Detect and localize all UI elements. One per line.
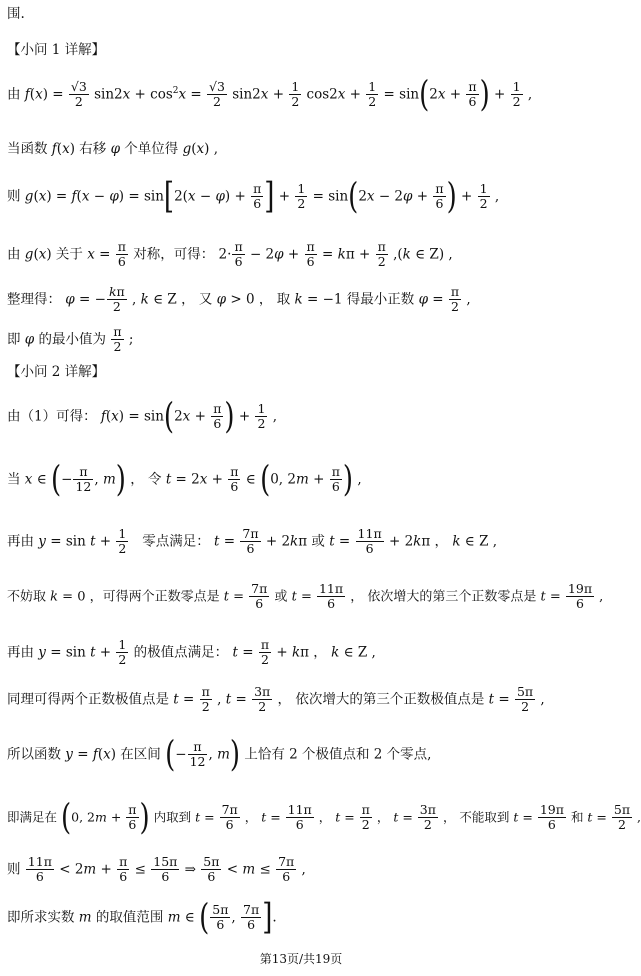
section-heading-1: 【小问 1 详解】 — [7, 42, 106, 58]
equation-line-g: 则 g(x) = f(x − φ) = sin[2(x − φ) + $\frac{\pi}{6}$ ] + $\frac{1}{2}$ = sin(2x − 2φ + $\frac{\pi}{6}$ ) + $\frac{1}{2}$ , — [7, 176, 500, 218]
section-heading-2: 【小问 2 详解】 — [7, 364, 106, 380]
text-line-1: 围. — [7, 6, 25, 22]
equation-line-f: 由 f(x) = $\frac{√3}{2}$ $\sin 2x + \cos^2x$ = $\frac{√3}{2}$ sin2x + $\frac{1}{2}$ cos2x + $\frac{1}{2}$ = sin(2x + $\frac{\pi}{6}$ ) + $\frac{1}{2}$ , — [7, 74, 533, 116]
text-line-shift: 当函数 f(x) 右移 φ 个单位得 g(x) , — [7, 141, 219, 157]
equation-line-phi: 整理得： φ = − $\frac{k\pi}{2}$ , k ∈ Z ， 又 φ > 0 ， 取 k = −1 得最小正数 φ = $\frac{\pi}{2}$ , — [7, 284, 471, 315]
page-footer: 第13页/共19页 — [259, 952, 343, 966]
equation-line-f2: 由（1）可得： f(x) = sin(2x + $\frac{\pi}{6}$ ) + $\frac{1}{2}$ , — [7, 396, 278, 438]
equation-line-extrema: 再由 y = sin t + $\frac{1}{2}$ 的极值点满足： t = $\frac{\pi}{2}$ + kπ ， k ∈ Z , — [7, 637, 376, 668]
equation-line-zeros: 再由 y = sin t + $\frac{1}{2}$ 零点满足： t = $\frac{7\pi}{6}$ + 2kπ 或 t = $\frac{11\pi}{6}$ + 2kπ ， k ∈ Z , — [7, 526, 498, 557]
equation-line-answer: 即所求实数 m 的取值范围 m ∈ ( $\frac{5\pi}{6}$ , $\frac{7\pi}{6}$ ]. — [7, 897, 277, 939]
text-line-min-phi: 即 φ 的最小值为 $\frac{\pi}{2}$ ; — [7, 324, 134, 355]
equation-line-t: 当 x ∈ (− $\frac{\pi}{12}$ , m) ， 令 t = 2x + $\frac{\pi}{6}$ ∈ (0, 2m + $\frac{\pi}{6}$ ) , — [7, 459, 362, 501]
equation-line-inequality: 则 $\frac{11\pi}{6}$ < 2m + $\frac{\pi}{6}$ ≤ $\frac{15\pi}{6}$ ⇒ $\frac{5\pi}{6}$ < m ≤ $\frac{7\pi}{6}$ , — [7, 854, 306, 885]
equation-line-three-zeros: 不妨取 k = 0 ，可得两个正数零点是 t = $\frac{7\pi}{6}$ 或 t = $\frac{11\pi}{6}$ ， 依次增大的第三个正数零点是 t = $\frac{19\pi}{6}$ , — [7, 581, 604, 612]
equation-line-three-extrema: 同理可得两个正数极值点是 t = $\frac{\pi}{2}$ , t = $\frac{3\pi}{2}$ ， 依次增大的第三个正数极值点是 t = $\frac{5\pi}{2}$ , — [7, 684, 545, 715]
equation-line-symmetry: 由 g(x) 关于 x = $\frac{\pi}{6}$ 对称，可得： 2· $\frac{\pi}{6}$ − 2φ + $\frac{\pi}{6}$ = kπ + $\frac{\pi}{2}$ ,(k ∈ Z) , — [7, 239, 453, 270]
equation-line-interval: 所以函数 y = f(x) 在区间 (− $\frac{\pi}{12}$ , m) 上恰有 2 个极值点和 2 个零点, — [7, 734, 432, 776]
equation-line-conditions: 即满足在 (0, 2m + $\frac{\pi}{6}$ ) 内取到 t = $\frac{7\pi}{6}$ ， t = $\frac{11\pi}{6}$ ， t = $\frac{\pi}{2}$ ， t = $\frac{3\pi}{2}$ ， 不能取到 t = $\frac{19\pi}{6}$ 和 t = $\frac{5\pi}{2}$ , — [7, 797, 641, 839]
